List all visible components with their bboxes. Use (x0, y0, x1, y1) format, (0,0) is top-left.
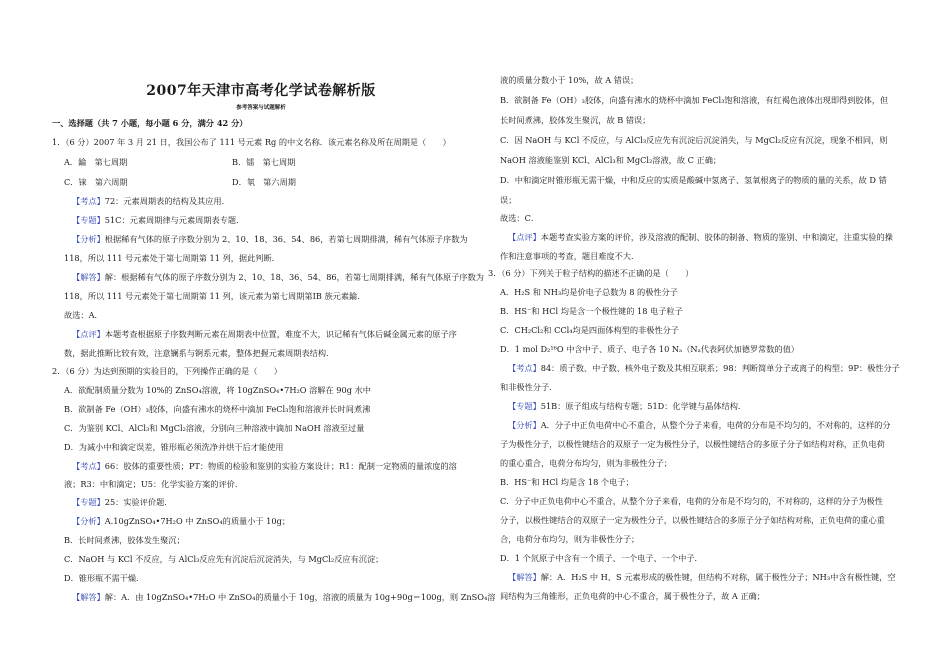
jieda-tag: 【解答】 (72, 272, 105, 282)
q1-dianping-cont: 数，据此推断比较有效，注意镧系与锕系元素，整体把握元素周期表结构． (64, 348, 335, 358)
kaodian-tag: 【考点】 (72, 461, 105, 471)
page-title: 2007年天津市高考化学试卷解析版 (146, 83, 376, 99)
kaodian-tag: 【考点】 (508, 363, 541, 373)
q1-stem: 1．（6 分）2007 年 3 月 21 日，我国公布了 111 号元素 Rg 的中文名称．该元素名称及所在周期是（ ） (52, 137, 451, 147)
fenxi-tag: 【分析】 (508, 420, 541, 430)
q3-fenxi-b: B．HS⁻和 HCl 均是含 18 个电子； (500, 477, 634, 487)
q2-stem: 2．（6 分）为达到预期的实验目的，下列操作正确的是（ ） (52, 366, 282, 376)
q1-jieda: 【解答】解：根据稀有气体的原子序数分别为 2、10、18、36、54、86，若第七周期排满，稀有气体原子序数为 (72, 272, 484, 282)
q3-option-a: A．H₂S 和 NH₃均是价电子总数为 8 的极性分子 (500, 287, 678, 297)
q3-option-d: D．1 mol D₂¹⁶O 中含中子、质子、电子各 10 Nₐ（Nₐ代表阿伏加德罗常数的值） (500, 344, 799, 354)
page-subtitle: 参考答案与试题解析 (236, 105, 286, 111)
q3-option-c: C．CH₂Cl₂和 CCl₄均是四面体构型的非极性分子 (500, 325, 679, 335)
q1-fenxi: 【分析】根据稀有气体的原子序数分别为 2、10、18、36、54、86，若第七周期排满，稀有气体原子序数为 (72, 234, 468, 244)
q3-zhuanti: 【专题】51B：原子组成与结构专题；51D：化学键与晶体结构． (508, 401, 747, 411)
q2-jieda-cont-6: D．中和滴定时锥形瓶无需干燥，中和反应的实质是酸碱中氢离子、氢氧根离子的物质的量的关系，故 D 错 (500, 175, 887, 185)
q3-stem: 3．（6 分）下列关于粒子结构的描述不正确的是（ ） (488, 268, 694, 278)
q3-fenxi-cont-1: 子为极性分子，以极性键结合的双原子一定为极性分子，以极性键结合的多原子分子如结构对称，正负电荷 (500, 439, 885, 449)
jieda-tag: 【解答】 (508, 572, 541, 582)
q2-fenxi-d: D．锥形瓶不需干燥． (64, 573, 145, 583)
q3-kaodian-cont: 和非极性分子． (500, 382, 558, 392)
q1-kaodian: 【考点】72：元素周期表的结构及其应用． (72, 196, 230, 206)
q2-jieda-cont-3: 长时间煮沸，胶体发生聚沉，故 B 错误； (500, 115, 651, 125)
q2-jieda-cont-7: 误； (500, 195, 517, 205)
q1-zhuanti: 【专题】51C：元素周期律与元素周期表专题． (72, 215, 245, 225)
zhuanti-tag: 【专题】 (72, 497, 105, 507)
q3-fenxi: 【分析】A．分子中正负电荷中心不重合，从整个分子来看，电荷的分布是不均匀的，不对称的，这样的分 (508, 420, 891, 430)
q2-fenxi-c: C．NaOH 与 KCl 不反应，与 AlCl₃反应先有沉淀后沉淀消失，与 MgCl₂反应有沉淀； (64, 554, 384, 564)
q2-jieda-cont-1: 液的质量分数小于 10%，故 A 错误； (500, 75, 639, 85)
fenxi-tag: 【分析】 (72, 516, 105, 526)
q2-kaodian: 【考点】66：胶体的重要性质；PT：物质的检验和鉴别的实验方案设计；R1：配制一定物质的量浓度的溶 (72, 461, 457, 471)
q1-option-d: D．氡 第六周期 (232, 177, 296, 187)
q3-jieda-cont: 间结构为三角锥形，正负电荷的中心不重合，属于极性分子，故 A 正确； (500, 591, 765, 601)
q3-fenxi-c-cont-2: 合，电荷分布均匀，则为非极性分子； (500, 534, 640, 544)
q2-fenxi: 【分析】A.10gZnSO₄•7H₂O 中 ZnSO₄的质量小于 10g； (72, 516, 291, 526)
q3-kaodian: 【考点】84：质子数、中子数、核外电子数及其相互联系；98：判断简单分子或离子的构型；9P：极性分子 (508, 363, 900, 373)
zhuanti-tag: 【专题】 (72, 215, 105, 225)
q3-jieda: 【解答】解：A．H₂S 中 H、S 元素形成的极性键，但结构不对称，属于极性分子；NH₃中含有极性键，空 (508, 572, 896, 582)
q1-option-c: C．铼 第六周期 (64, 177, 128, 187)
q2-option-b: B．欲制备 Fe（OH）₃胶体，向盛有沸水的烧杯中滴加 FeCl₃饱和溶液并长时间煮沸 (64, 404, 371, 414)
q2-dianping-cont: 作和注意事项的考查，题目难度不大． (500, 251, 640, 261)
q2-jieda-cont-4: C．因 NaOH 与 KCl 不反应，与 AlCl₃反应先有沉淀后沉淀消失，与 MgCl₂反应有沉淀，现象不相同，则 (500, 135, 888, 145)
q1-dianping: 【点评】本题考查根据原子序数判断元素在周期表中位置，难度不大，识记稀有气体后碱金属元素的原子序 (72, 329, 457, 339)
q2-kaodian-cont: 液；R3：中和滴定；U5：化学实验方案的评价． (64, 479, 244, 489)
q2-jieda: 【解答】解：A．由 10gZnSO₄•7H₂O 中 ZnSO₄的质量小于 10g，溶液的质量为 10g+90g＝100g，则 ZnSO₄溶 (72, 592, 496, 602)
q2-jieda-cont-5: NaOH 溶液能鉴别 KCl、AlCl₃和 MgCl₂溶液，故 C 正确； (500, 155, 722, 165)
q2-zhuanti: 【专题】25：实验评价题． (72, 497, 173, 507)
q3-option-b: B．HS⁻和 HCl 均是含一个极性键的 18 电子粒子 (500, 306, 683, 316)
dianping-tag: 【点评】 (508, 232, 541, 242)
q3-fenxi-d: D．1 个氘原子中含有一个质子、一个电子、一个中子． (500, 553, 703, 563)
q2-dianping: 【点评】本题考查实验方案的评价，涉及溶液的配制、胶体的制备、物质的鉴别、中和滴定，注重实验的操 (508, 232, 893, 242)
q3-fenxi-cont-2: 的重心重合，电荷分布均匀，则为非极性分子； (500, 458, 672, 468)
section-heading: 一、选择题（共 7 小题，每小题 6 分，满分 42 分） (52, 118, 248, 128)
q3-fenxi-c-cont-1: 分子，以极性键结合的双原子一定为极性分子，以极性键结合的多原子分子如结构对称，正负电荷的重心重 (500, 515, 885, 525)
q2-jieda-cont-2: B．欲制备 Fe（OH）₃胶体，向盛有沸水的烧杯中滴加 FeCl₃饱和溶液，有红褐色液体出现即得到胶体，但 (500, 95, 889, 105)
q1-fenxi-cont: 118，所以 111 号元素处于第七周期第 11 列，据此判断． (64, 253, 280, 263)
q2-option-d: D．为减小中和滴定误差，锥形瓶必须洗净并烘干后才能使用 (64, 442, 284, 452)
q3-fenxi-c: C．分子中正负电荷中心不重合，从整个分子来看，电荷的分布是不均匀的，不对称的，这样的分子为极性 (500, 496, 883, 506)
q1-jieda-cont: 118，所以 111 号元素处于第七周期第 11 列，该元素为第七周期第ⅠB 族元素錀． (64, 291, 366, 301)
q2-answer: 故选：C． (500, 213, 540, 223)
zhuanti-tag: 【专题】 (508, 401, 541, 411)
q2-option-a: A．欲配制质量分数为 10%的 ZnSO₄溶液，将 10gZnSO₄•7H₂O 溶解在 90g 水中 (64, 385, 371, 395)
q1-option-b: B．镭 第七周期 (232, 157, 296, 167)
q1-option-a: A．錀 第七周期 (64, 157, 128, 167)
dianping-tag: 【点评】 (72, 329, 105, 339)
kaodian-tag: 【考点】 (72, 196, 105, 206)
fenxi-tag: 【分析】 (72, 234, 105, 244)
q1-answer: 故选：A． (64, 310, 103, 320)
q2-option-c: C．为鉴别 KCl、AlCl₃和 MgCl₂溶液，分别向三种溶液中滴加 NaOH 溶液至过量 (64, 423, 365, 433)
q2-fenxi-b: B．长时间煮沸，胶体发生聚沉； (64, 535, 185, 545)
jieda-tag: 【解答】 (72, 592, 105, 602)
